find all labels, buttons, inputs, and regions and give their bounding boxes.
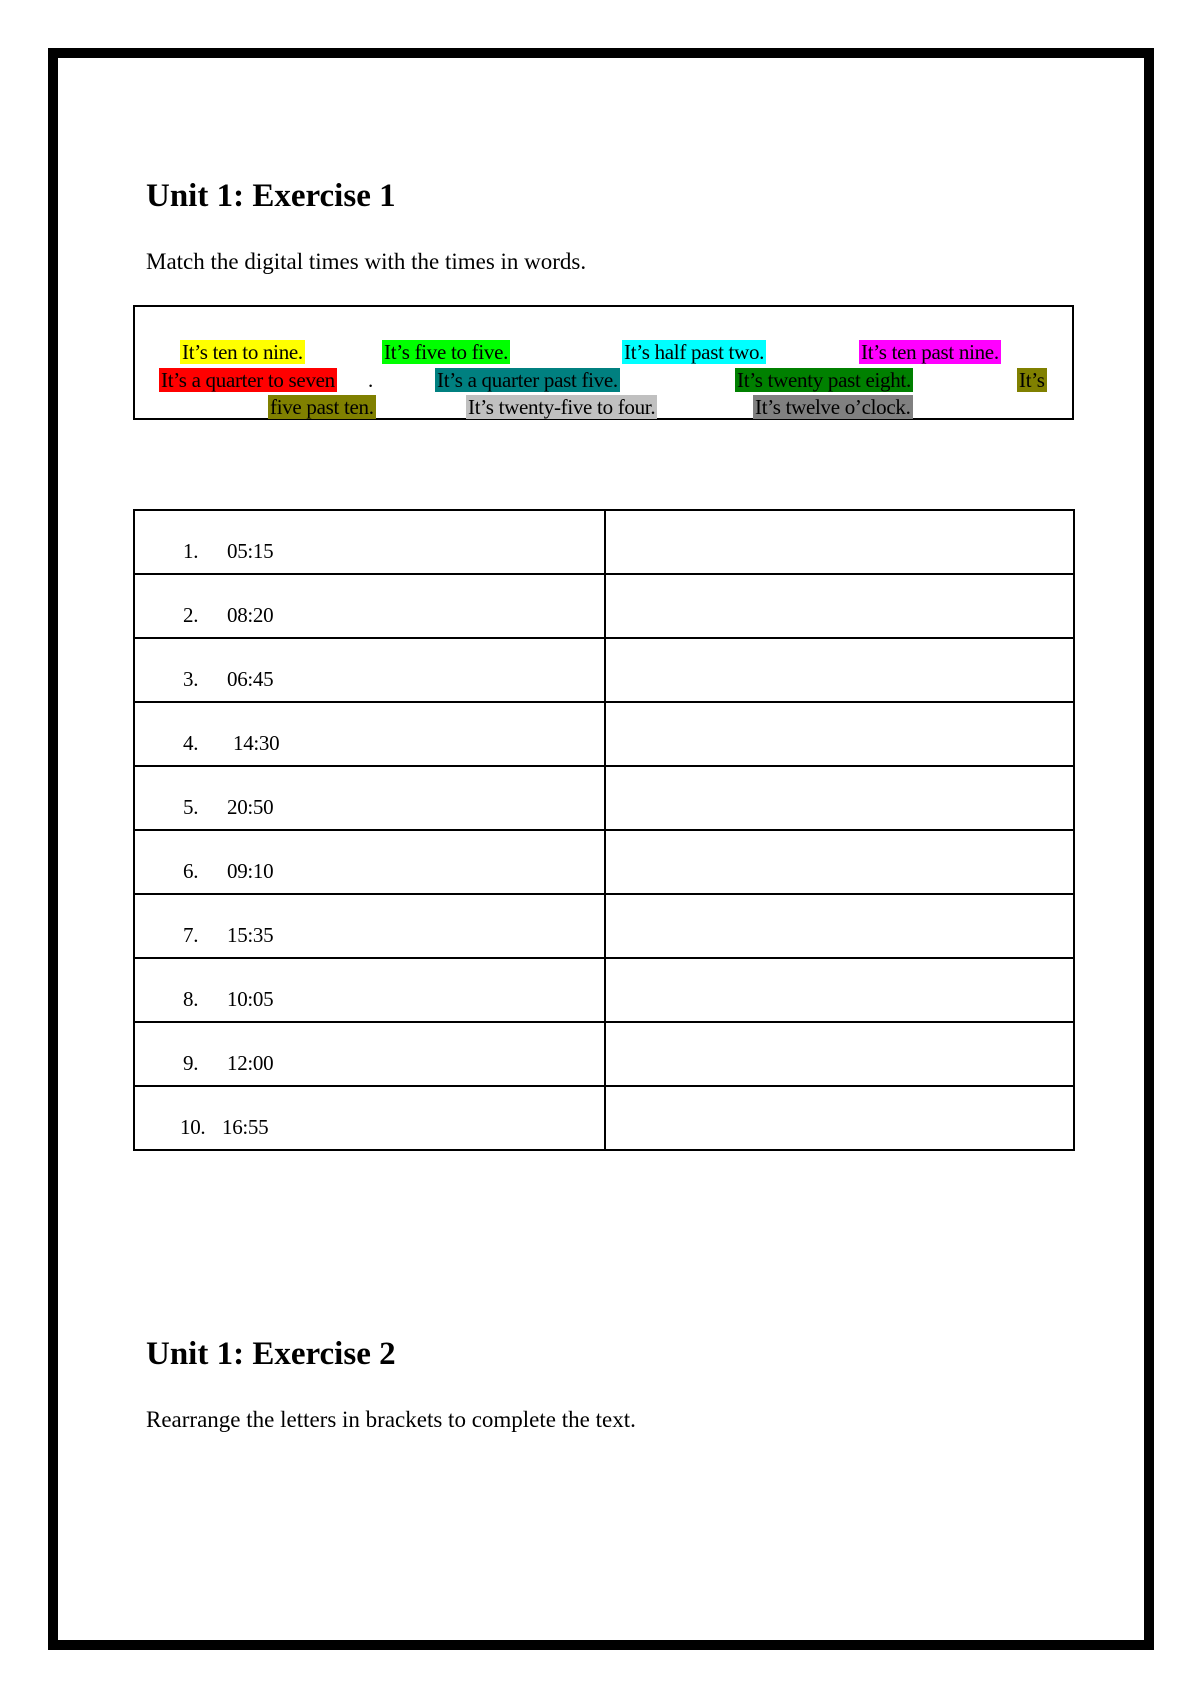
row-number: 3. — [183, 667, 199, 691]
exercise-2-instruction: Rearrange the letters in brackets to complete the text. — [146, 1407, 636, 1432]
phrase-twenty-five-to-four[interactable]: It’s twenty-five to four. — [468, 395, 656, 419]
answer-cell[interactable] — [605, 830, 1074, 894]
digital-time: 14:30 — [233, 731, 280, 755]
phrase-five-past-ten-start[interactable]: It’s — [1019, 368, 1045, 392]
table-row — [134, 638, 1074, 702]
table-row — [134, 574, 1074, 638]
time-cell — [134, 510, 605, 574]
phrase-quarter-to-seven[interactable]: It’s a quarter to seven — [161, 368, 335, 392]
digital-time: 15:35 — [227, 923, 274, 947]
table-row — [134, 894, 1074, 958]
digital-time: 09:10 — [227, 859, 274, 883]
phrase-quarter-past-five[interactable]: It’s a quarter past five. — [437, 368, 618, 392]
answer-cell[interactable] — [605, 766, 1074, 830]
answer-cell[interactable] — [605, 1086, 1074, 1150]
answer-cell[interactable] — [605, 958, 1074, 1022]
answer-cell[interactable] — [605, 894, 1074, 958]
table-row — [134, 830, 1074, 894]
table-row — [134, 510, 1074, 574]
digital-time: 12:00 — [227, 1051, 274, 1075]
time-cell — [134, 702, 605, 766]
phrase-bank — [133, 305, 1074, 420]
row-number: 8. — [183, 987, 199, 1011]
time-cell — [134, 574, 605, 638]
matching-table — [133, 509, 1075, 1151]
row-number: 9. — [183, 1051, 199, 1075]
digital-time: 10:05 — [227, 987, 274, 1011]
time-cell — [134, 830, 605, 894]
phrase-half-past-two[interactable]: It’s half past two. — [624, 340, 765, 364]
time-cell — [134, 638, 605, 702]
time-cell — [134, 894, 605, 958]
table-row — [134, 1022, 1074, 1086]
phrase-five-past-ten-end[interactable]: five past ten. — [270, 395, 374, 419]
digital-time: 16:55 — [222, 1115, 269, 1139]
phrase-twelve-oclock[interactable]: It’s twelve o’clock. — [755, 395, 911, 419]
row-number: 6. — [183, 859, 199, 883]
digital-time: 08:20 — [227, 603, 274, 627]
phrase-five-to-five[interactable]: It’s five to five. — [384, 340, 509, 364]
row-number: 5. — [183, 795, 199, 819]
row-number: 10. — [180, 1115, 206, 1139]
table-row — [134, 958, 1074, 1022]
exercise-1-instruction: Match the digital times with the times in words. — [146, 249, 587, 274]
answer-cell[interactable] — [605, 574, 1074, 638]
digital-time: 20:50 — [227, 795, 274, 819]
exercise-2-title: Unit 1: Exercise 2 — [146, 1336, 396, 1372]
time-cell — [134, 1086, 605, 1150]
row-number: 7. — [183, 923, 199, 947]
table-row — [134, 766, 1074, 830]
time-cell — [134, 766, 605, 830]
answer-cell[interactable] — [605, 510, 1074, 574]
digital-time: 06:45 — [227, 667, 274, 691]
row-number: 2. — [183, 603, 199, 627]
phrase-twenty-past-eight[interactable]: It’s twenty past eight. — [737, 368, 911, 392]
phrase-period: . — [368, 368, 374, 392]
digital-time: 05:15 — [227, 539, 274, 563]
answer-cell[interactable] — [605, 1022, 1074, 1086]
answer-cell[interactable] — [605, 638, 1074, 702]
table-row — [134, 702, 1074, 766]
table-row — [134, 1086, 1074, 1150]
row-number: 4. — [183, 731, 199, 755]
time-cell — [134, 1022, 605, 1086]
time-cell — [134, 958, 605, 1022]
row-number: 1. — [183, 539, 199, 563]
phrase-ten-to-nine[interactable]: It’s ten to nine. — [182, 340, 303, 364]
phrase-ten-past-nine[interactable]: It’s ten past nine. — [861, 340, 999, 364]
answer-cell[interactable] — [605, 702, 1074, 766]
exercise-1-title: Unit 1: Exercise 1 — [146, 178, 396, 214]
